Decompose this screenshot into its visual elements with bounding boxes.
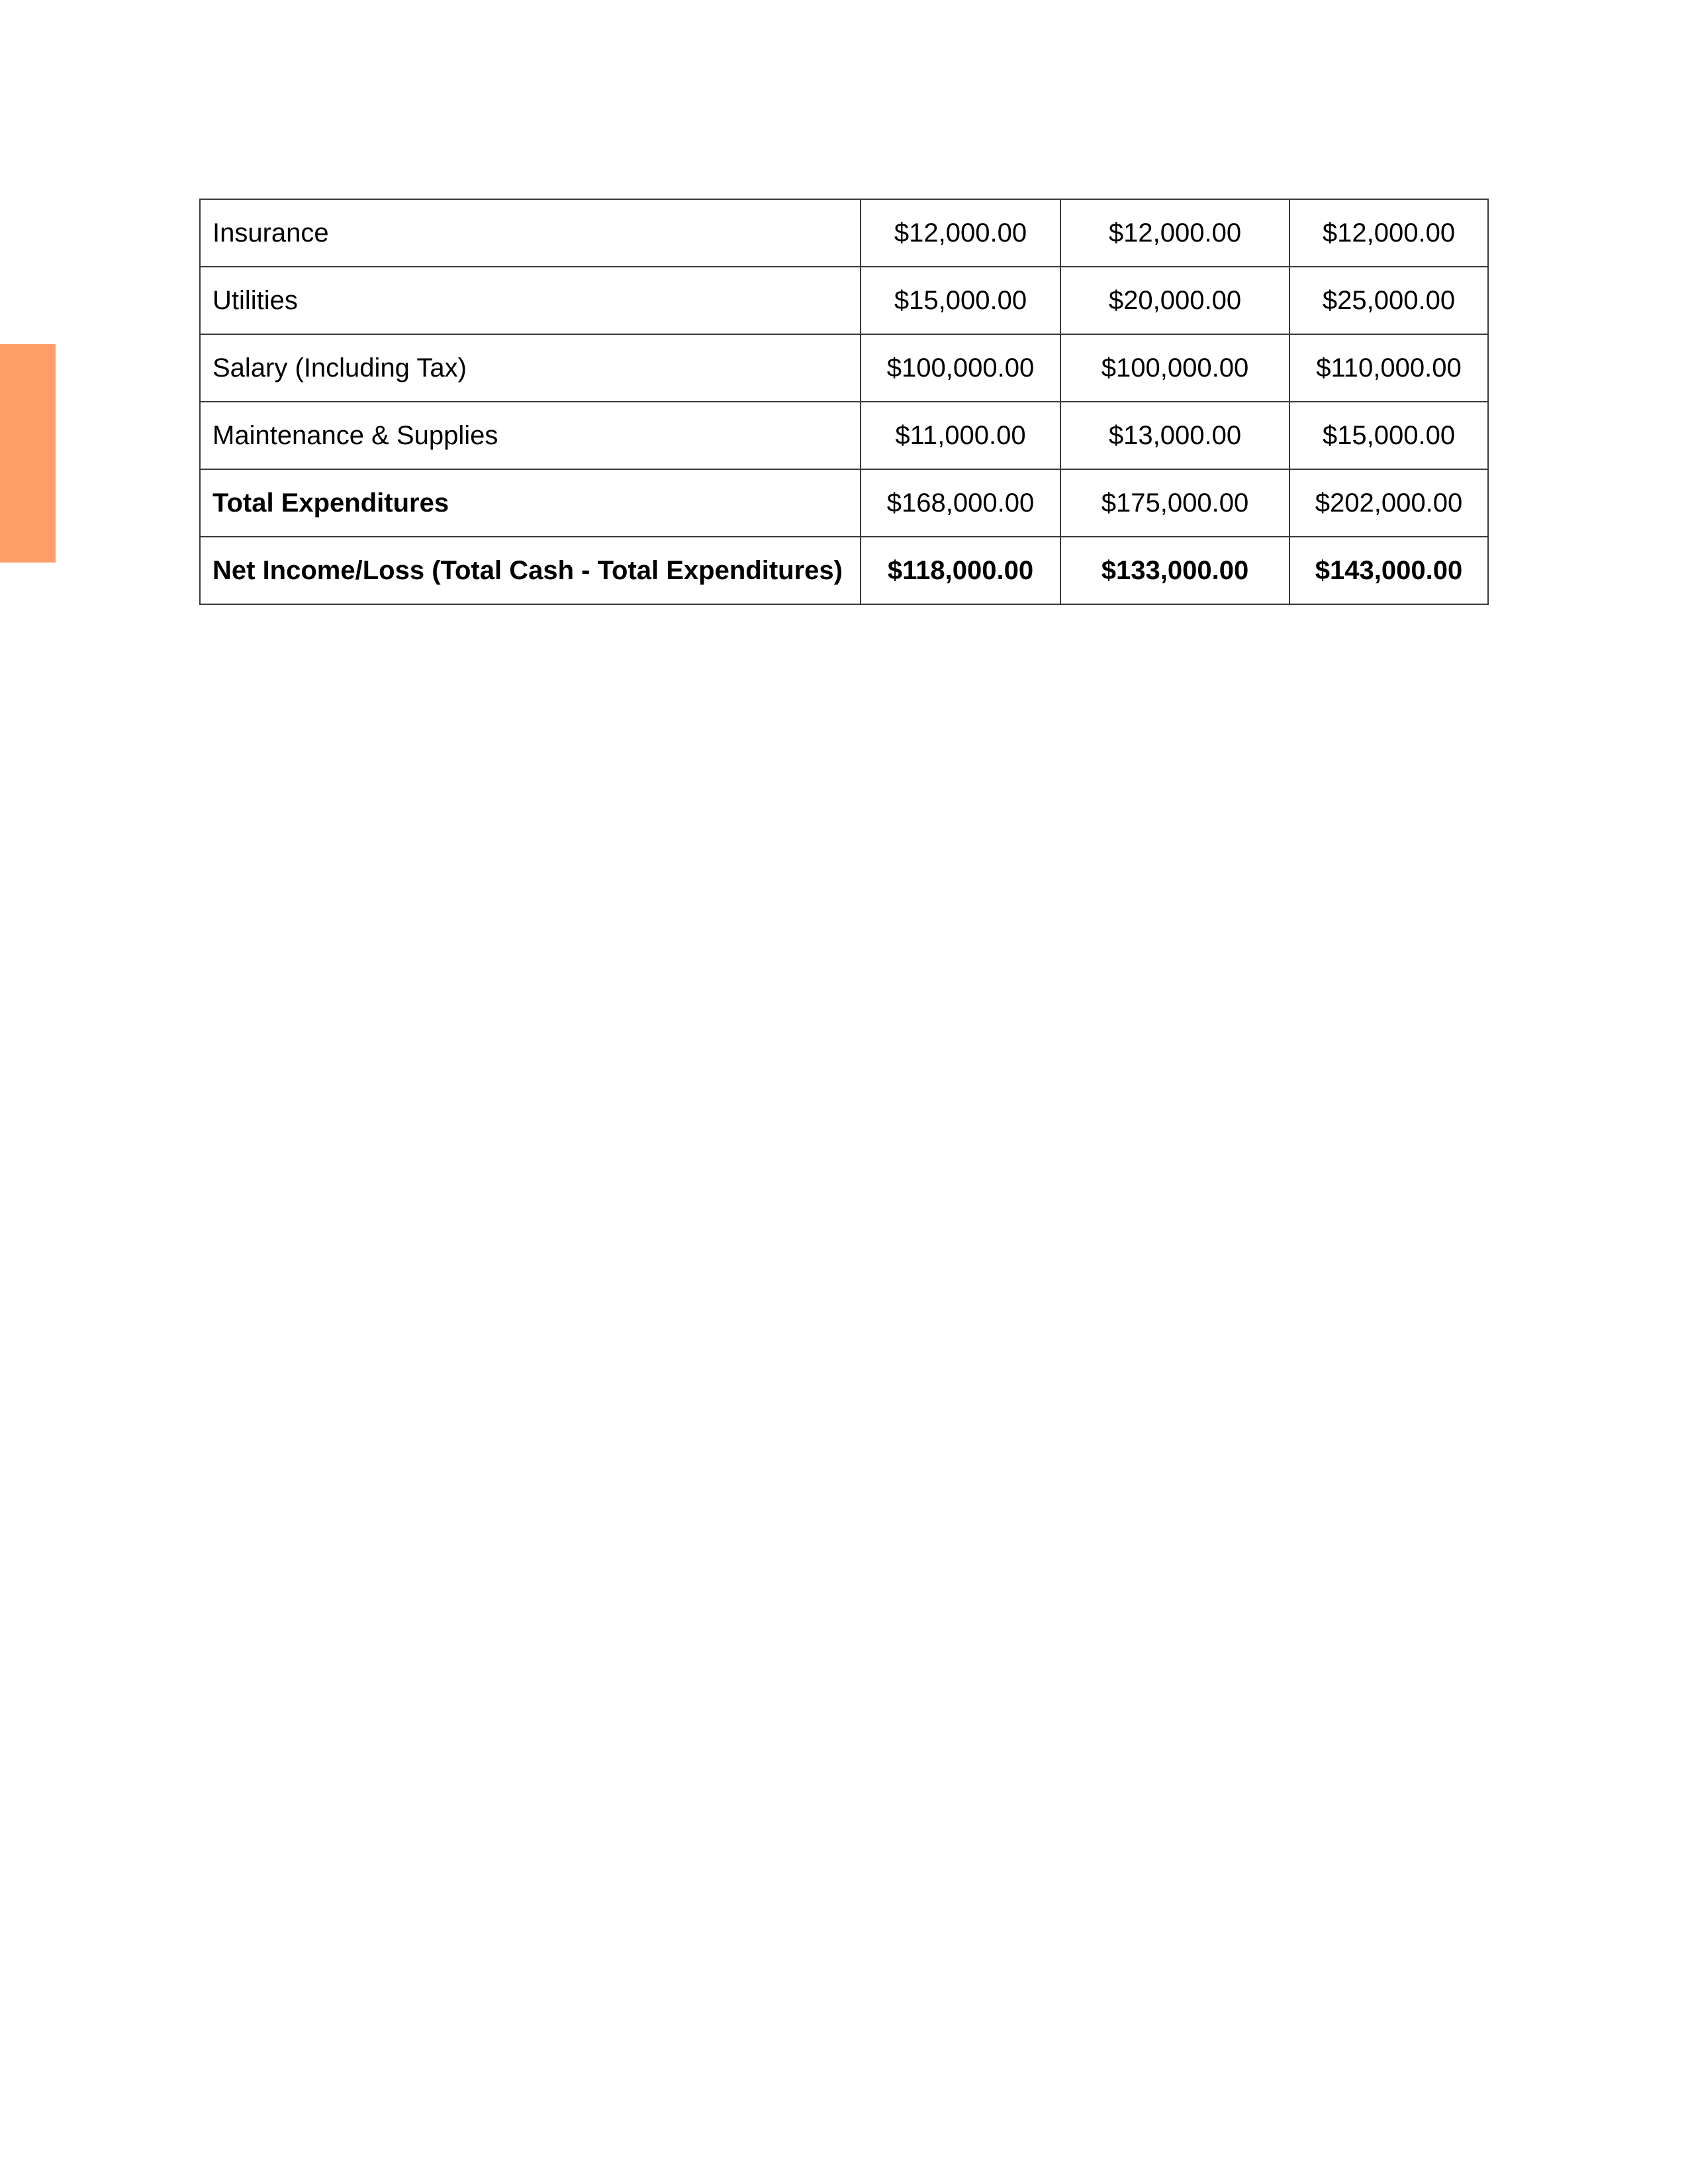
table-row (200, 469, 1488, 537)
row-label-utilities: Utilities (200, 267, 861, 334)
table-cell: $143,000.00 (1289, 537, 1488, 604)
table-cell: $118,000.00 (861, 537, 1060, 604)
table-cell: $11,000.00 (861, 402, 1060, 469)
table-cell: $25,000.00 (1289, 267, 1488, 334)
table-row (200, 199, 1488, 267)
table-cell: $110,000.00 (1289, 334, 1488, 402)
row-label-maintenance: Maintenance & Supplies (200, 402, 861, 469)
table-cell: $15,000.00 (1289, 402, 1488, 469)
table-cell: $13,000.00 (1060, 402, 1289, 469)
table-cell: $12,000.00 (861, 199, 1060, 267)
row-label-insurance: Insurance (200, 199, 861, 267)
table-cell: $12,000.00 (1060, 199, 1289, 267)
table-cell: $202,000.00 (1289, 469, 1488, 537)
row-label-salary: Salary (Including Tax) (200, 334, 861, 402)
side-accent-tab (0, 344, 56, 563)
row-label-total-expenditures: Total Expenditures (200, 469, 861, 537)
table-cell: $168,000.00 (861, 469, 1060, 537)
table-cell: $15,000.00 (861, 267, 1060, 334)
table-row (200, 267, 1488, 334)
table-cell: $100,000.00 (861, 334, 1060, 402)
table-cell: $12,000.00 (1289, 199, 1488, 267)
table-cell: $175,000.00 (1060, 469, 1289, 537)
table-row (200, 537, 1488, 604)
table-cell: $133,000.00 (1060, 537, 1289, 604)
expenditure-table (199, 199, 1489, 605)
table-cell: $100,000.00 (1060, 334, 1289, 402)
table-row (200, 334, 1488, 402)
table-cell: $20,000.00 (1060, 267, 1289, 334)
row-label-net-income: Net Income/Loss (Total Cash - Total Expenditures) (200, 537, 861, 604)
table-row (200, 402, 1488, 469)
